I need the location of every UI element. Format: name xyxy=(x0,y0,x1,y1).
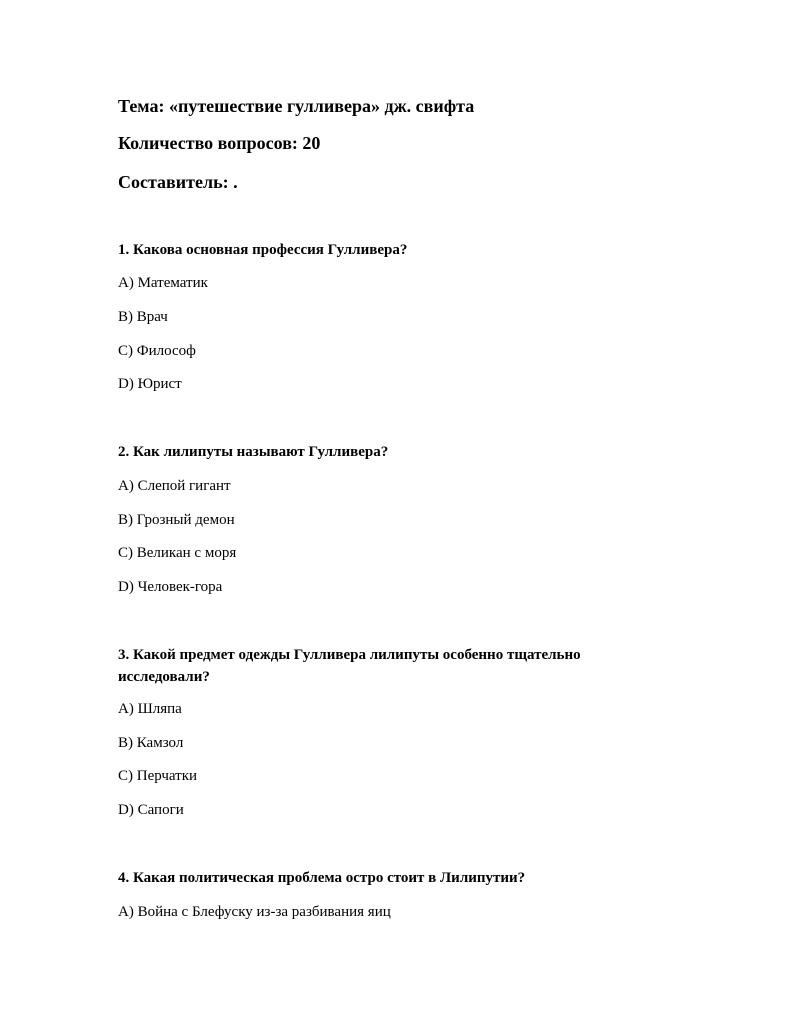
question-3-option-c: C) Перчатки xyxy=(118,768,198,784)
question-3-option-b: B) Камзол xyxy=(118,735,184,751)
question-1-option-a: A) Математик xyxy=(118,275,208,291)
question-1-option-c: C) Философ xyxy=(118,343,196,359)
question-3-option-d: D) Сапоги xyxy=(118,802,184,818)
question-1-option-d: D) Юрист xyxy=(118,376,182,392)
question-4-title: 4. Какая политическая проблема остро стоит в Лилипутии? xyxy=(118,870,526,886)
question-3-title: 3. Какой предмет одежды Гулливера лилипуты особенно тщательно исследовали? xyxy=(118,647,581,685)
question-3-option-a: A) Шляпа xyxy=(118,701,182,717)
question-2-option-d: D) Человек-гора xyxy=(118,579,223,595)
question-1-option-b: B) Врач xyxy=(118,309,168,325)
question-1-title: 1. Какова основная профессия Гулливера? xyxy=(118,242,408,258)
author-heading: Составитель: . xyxy=(118,172,238,192)
question-2-option-c: C) Великан с моря xyxy=(118,545,237,561)
question-2-option-b: B) Грозный демон xyxy=(118,512,235,528)
question-count-heading: Количество вопросов: 20 xyxy=(118,133,321,153)
question-4-option-a: A) Война с Блефуску из-за разбивания яиц xyxy=(118,904,391,920)
question-2-title: 2. Как лилипуты называют Гулливера? xyxy=(118,444,389,460)
topic-heading: Тема: «путешествие гулливера» дж. свифта xyxy=(118,96,475,116)
question-2-option-a: A) Слепой гигант xyxy=(118,478,231,494)
